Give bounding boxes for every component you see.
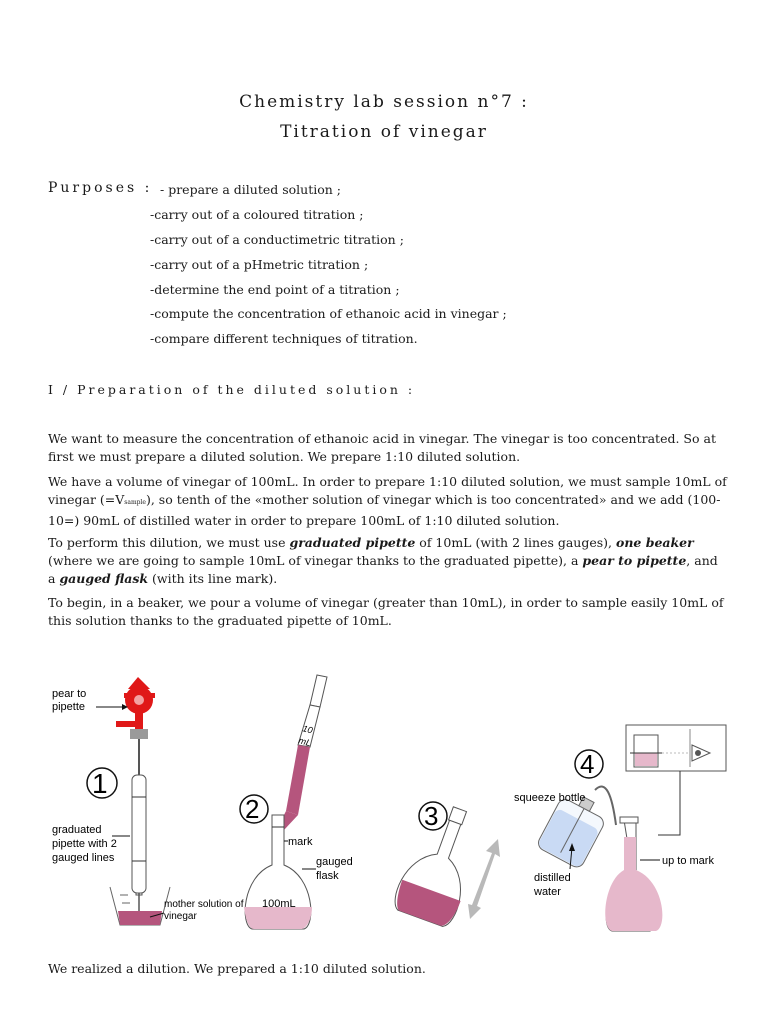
label-squeeze: squeeze bottle <box>514 792 586 804</box>
section-heading: I / Preparation of the diluted solution : <box>48 382 416 397</box>
purpose-item: -carry out of a pHmetric titration ; <box>150 257 369 272</box>
purpose-item: -compute the concentration of ethanoic acid in vinegar ; <box>150 306 507 321</box>
label-gauged-line1: gauged <box>316 856 353 868</box>
label-pear-line1: pear to <box>52 688 87 700</box>
label-mother-line1: mother solution of <box>164 899 244 910</box>
step-number-2: 2 <box>245 794 260 824</box>
paragraph-volume-b: ), so tenth of the «mother solution of vinegar which is too concentrated» and we add (100-10=) 90mL of distilled water in order to prepare 100mL of 1:10 diluted solution. <box>48 492 721 528</box>
purpose-item: - prepare a diluted solution ; <box>160 182 342 197</box>
gauged-flask-term: gauged flask <box>59 571 149 586</box>
equipment-text-a: To perform this dilution, we must use <box>48 535 290 550</box>
paragraph-equipment <box>48 534 728 588</box>
step-number-3: 3 <box>424 801 439 831</box>
pipette-text-10: 10 <box>301 723 314 736</box>
step4-apparatus <box>536 725 726 931</box>
label-up-to-mark: up to mark <box>662 855 714 867</box>
equipment-text-f: (with its line mark). <box>148 571 278 586</box>
beaker-term: one beaker <box>615 535 694 550</box>
label-distilled-line2: water <box>534 886 561 898</box>
purpose-item: -determine the end point of a titration ; <box>150 282 400 297</box>
label-graduated-line3: gauged lines <box>52 852 115 864</box>
page-subtitle: Titration of vinegar <box>280 122 488 142</box>
label-pear-line2: pipette <box>52 701 86 713</box>
equipment-text-c: of 10mL (with 2 lines gauges), <box>415 535 616 550</box>
paragraph-volume-a: We have a volume of vinegar of 100mL. In order to prepare 1:10 diluted solution, we must sample 10mL of vinegar (=V <box>48 474 727 507</box>
page-title: Chemistry lab session n°7 : <box>239 92 529 112</box>
pear-term: pear to pipette <box>582 553 687 568</box>
label-graduated-line2: pipette with 2 <box>52 838 117 850</box>
paragraph-intro: We want to measure the concentration of ethanoic acid in vinegar. The vinegar is too concentrated. So at first we must prepare a diluted solution. We prepare 1:10 diluted solution. <box>48 431 716 464</box>
purposes-label: Purposes : <box>48 180 153 196</box>
shake-arrow <box>468 839 500 919</box>
dilution-figure <box>40 655 740 955</box>
equipment-text-d: (where we are going to sample 10mL of vinegar thanks to the graduated pipette), a <box>48 553 583 568</box>
paragraph-conclusion: We realized a dilution. We prepared a 1:10 diluted solution. <box>48 961 426 976</box>
paragraph-volume <box>48 473 728 530</box>
pipette-text-ml: mL <box>297 735 313 749</box>
label-mark: mark <box>288 836 313 848</box>
paragraph-volume-subscript: sample <box>124 499 146 506</box>
label-mother-line2: vinegar <box>164 911 197 922</box>
purpose-item: -carry out of a conductimetric titration ; <box>150 232 404 247</box>
equipment-text-e: , and a <box>48 553 718 586</box>
paragraph-begin: To begin, in a beaker, we pour a volume of vinegar (greater than 10mL), in order to sample easily 10mL of this solution thanks to the graduated pipette of 10mL. <box>48 595 724 628</box>
label-distilled-line1: distilled <box>534 872 571 884</box>
step-number-4: 4 <box>580 749 595 779</box>
step1-apparatus <box>110 677 170 925</box>
step-number-1: 1 <box>92 768 108 799</box>
purpose-item: -carry out of a coloured titration ; <box>150 207 364 222</box>
purpose-item: -compare different techniques of titration. <box>150 331 418 346</box>
label-graduated-line1: graduated <box>52 824 102 836</box>
label-gauged-line2: flask <box>316 870 339 882</box>
graduated-pipette-term: graduated pipette <box>289 535 416 550</box>
label-volume: 100mL <box>262 898 296 910</box>
